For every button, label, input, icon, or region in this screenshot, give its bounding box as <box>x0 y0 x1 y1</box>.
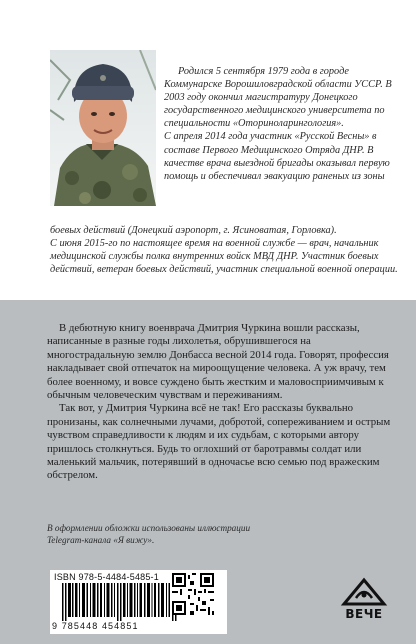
author-photo <box>50 50 156 206</box>
annotation-paragraph-1: В дебютную книгу военврача Дмитрия Чуркина вошли рассказы, написанные в разные годы лихолетья, обрушившегося на многострадальную землю Донбасса весной 2014 года. Говорят, профессия накладывает свой отпечаток на мироощущение человека. А уж врачу, тем более военному, и вовсе суждено быть жестким и маловосприимчивым к обычным человеческим чувствам и переживаниям. <box>47 322 389 402</box>
author-bio <box>164 65 396 183</box>
bio-paragraph-3: С июня 2015-го по настоящее время на военной службе — врач, начальник медицинской службы полка внутренних войск МВД ДНР. Участник боевых действий, ветеран боевых действий, участник специальной военной операции. <box>50 238 398 276</box>
author-bio-continued <box>50 224 398 276</box>
annotation-paragraph-2: Так вот, у Дмитрия Чуркина всё не так! Его рассказы буквально пронизаны, как солнечными лучами, добротой, сопереживанием и острым чувством справедливости к людям и их судьбам, с которыми автору пришлось столкнуться. Будь то оглохший от баротравмы солдат или маленький мальчик, потерявший в одночасье всю семью под вражеским обстрелом. <box>47 402 391 482</box>
qr-code-icon <box>172 573 214 615</box>
publisher-name: ВЕЧЕ <box>345 607 383 621</box>
barcode-digits: 9 785448 454851 <box>52 621 139 631</box>
bio-paragraph-1: Родился 5 сентября 1979 года в городе Коммунарске Ворошиловградской области УССР. В 2003 году окончил магистратуру Донецкого государственного медицинского университета по специальности «Оториноларингология». <box>164 66 392 130</box>
publisher-logo-icon <box>338 574 390 608</box>
bio-paragraph-2-cont: боевых действий (Донецкий аэропорт, г. Ясиноватая, Горловка). <box>50 225 337 236</box>
bio-paragraph-2: С апреля 2014 года участник «Русской Весны» в составе Первого Медицинского Отряда ДНР. В качестве врача выездной бригады оказывал первую помощь и обеспечивал эвакуацию раненых из зоны <box>164 131 390 182</box>
author-section <box>0 0 416 300</box>
book-annotation <box>47 322 397 483</box>
publisher-logo <box>338 574 390 628</box>
cover-credit: В оформлении обложки использованы иллюстрации Telegram-канала «Я вижу». <box>47 523 251 545</box>
barcode-icon <box>62 583 177 621</box>
isbn-text: ISBN 978-5-4484-5485-1 <box>54 572 159 582</box>
